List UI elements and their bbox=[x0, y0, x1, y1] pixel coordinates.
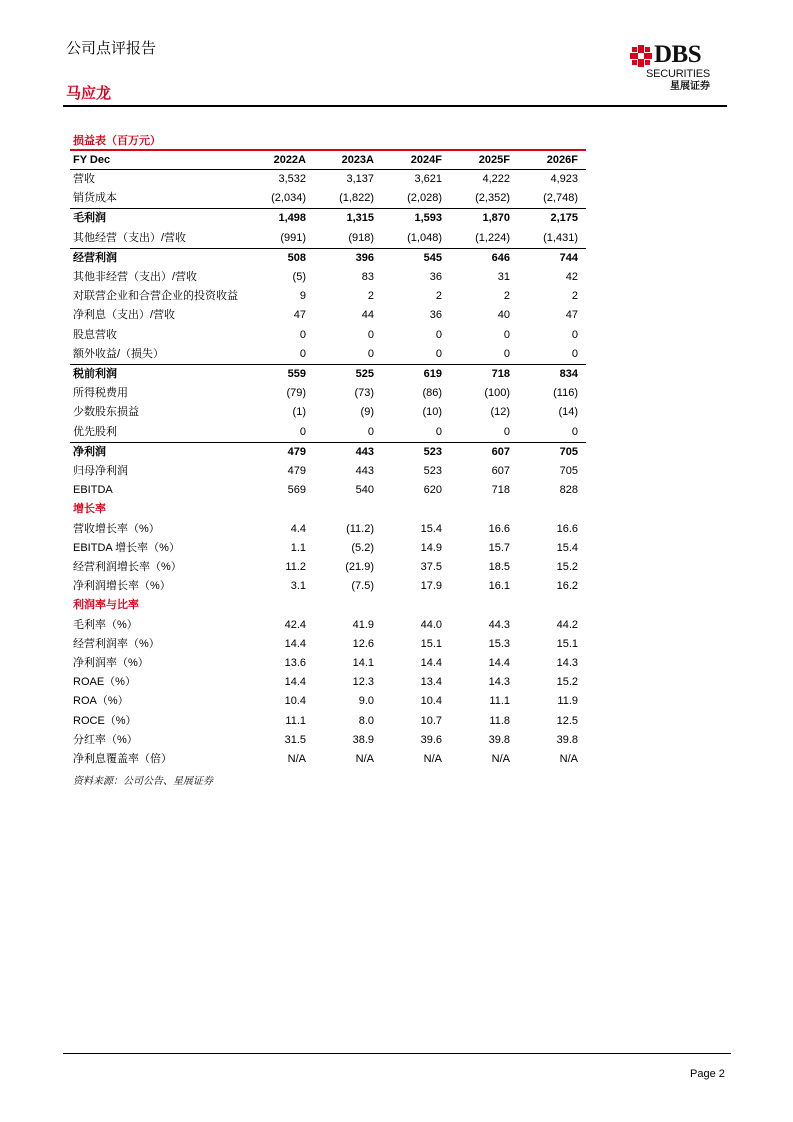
cell-value: 38.9 bbox=[352, 733, 374, 746]
cell-value: (918) bbox=[348, 231, 374, 244]
cell-value: 12.5 bbox=[556, 714, 578, 727]
cell-value: 39.8 bbox=[556, 733, 578, 746]
cell-value: 14.4 bbox=[420, 657, 442, 670]
cell-value: (2,028) bbox=[407, 192, 442, 205]
cell-value bbox=[246, 596, 314, 615]
cell-value: 42 bbox=[565, 271, 578, 284]
cell-value: (2,034) bbox=[271, 192, 306, 205]
table-row bbox=[70, 442, 586, 462]
table-row bbox=[70, 384, 586, 403]
row-label: 销货成本 bbox=[73, 192, 117, 205]
row-label: 经营利润率（%） bbox=[73, 637, 160, 650]
cell-value: 0 bbox=[503, 425, 510, 438]
cell-value: 443 bbox=[355, 465, 374, 478]
company-name: 马应龙 bbox=[66, 85, 112, 102]
cell-value: 0 bbox=[435, 425, 442, 438]
table-row bbox=[70, 481, 586, 500]
cell-value: 523 bbox=[382, 442, 450, 462]
row-label: 少数股东损益 bbox=[73, 406, 139, 419]
table-row bbox=[70, 673, 586, 692]
cell-value: 10.4 bbox=[284, 695, 306, 708]
cell-value: 545 bbox=[382, 248, 450, 268]
cell-value: 14.4 bbox=[284, 637, 306, 650]
cell-value: 15.2 bbox=[556, 676, 578, 689]
cell-value: 36 bbox=[429, 309, 442, 322]
row-label: 其他经营（支出）/营收 bbox=[73, 231, 187, 244]
cell-value: 14.4 bbox=[284, 676, 306, 689]
cell-value: 44.2 bbox=[556, 618, 578, 631]
cell-value: 15.4 bbox=[556, 541, 578, 554]
cell-value: (1,224) bbox=[475, 231, 510, 244]
row-label: 毛利润 bbox=[70, 209, 246, 229]
table-row bbox=[70, 423, 586, 443]
cell-value: 37.5 bbox=[420, 561, 442, 574]
cell-value: 620 bbox=[423, 484, 442, 497]
row-label: 经营利润增长率（%） bbox=[73, 561, 182, 574]
cell-value: (14) bbox=[558, 406, 578, 419]
cell-value: 4.4 bbox=[290, 522, 306, 535]
cell-value: 41.9 bbox=[352, 618, 374, 631]
cell-value: 14.3 bbox=[556, 657, 578, 670]
table-header-row bbox=[70, 151, 586, 170]
cell-value: 828 bbox=[559, 484, 578, 497]
table-row bbox=[70, 306, 586, 325]
cell-value: 443 bbox=[314, 442, 382, 462]
cell-value: 3.1 bbox=[290, 580, 306, 593]
cell-value: 31.5 bbox=[284, 733, 306, 746]
cell-value: (2,352) bbox=[475, 192, 510, 205]
cell-value bbox=[314, 500, 382, 519]
row-label: EBITDA 增长率（%） bbox=[73, 541, 180, 554]
cell-value bbox=[450, 500, 518, 519]
cell-value: 0 bbox=[503, 347, 510, 360]
table-row bbox=[70, 248, 586, 268]
cell-value: 2 bbox=[503, 290, 510, 303]
row-label: 营收 bbox=[73, 173, 95, 185]
cell-value: 11.2 bbox=[285, 561, 306, 574]
cell-value: 47 bbox=[293, 309, 306, 322]
table-row bbox=[70, 539, 586, 558]
cell-value: 36 bbox=[429, 271, 442, 284]
cell-value: 1,498 bbox=[246, 209, 314, 229]
cell-value: (21.9) bbox=[345, 561, 374, 574]
column-header: 2022A bbox=[246, 151, 314, 170]
table-row bbox=[70, 462, 586, 481]
cell-value: 508 bbox=[246, 248, 314, 268]
cell-value: 0 bbox=[299, 425, 306, 438]
cell-value: 1,593 bbox=[382, 209, 450, 229]
cell-value: 607 bbox=[450, 442, 518, 462]
cell-value: (7.5) bbox=[351, 580, 374, 593]
cell-value: 9 bbox=[299, 290, 306, 303]
row-label: 利润率与比率 bbox=[73, 599, 139, 612]
cell-value: 4,923 bbox=[550, 173, 578, 185]
cell-value: 39.8 bbox=[488, 733, 510, 746]
row-label: EBITDA bbox=[73, 484, 113, 497]
cell-value: 479 bbox=[246, 442, 314, 462]
cell-value: 0 bbox=[571, 347, 578, 360]
cell-value: 14.9 bbox=[420, 541, 442, 554]
cell-value: 11.1 bbox=[285, 714, 306, 727]
cell-value: 83 bbox=[361, 271, 374, 284]
cell-value: 0 bbox=[435, 347, 442, 360]
table-row bbox=[70, 750, 586, 769]
cell-value: N/A bbox=[423, 753, 442, 766]
row-label: 分红率（%） bbox=[73, 733, 138, 746]
cell-value: 2,175 bbox=[518, 209, 586, 229]
row-label: 对联营企业和合营企业的投资收益 bbox=[73, 290, 238, 303]
column-header: 2023A bbox=[314, 151, 382, 170]
cell-value: 396 bbox=[314, 248, 382, 268]
source-note: 资料来源：公司公告、星展证券 bbox=[73, 776, 213, 788]
cell-value: 2 bbox=[367, 290, 374, 303]
cell-value: 18.5 bbox=[488, 561, 510, 574]
row-label: 毛利率（%） bbox=[73, 618, 138, 631]
cell-value: 47 bbox=[565, 309, 578, 322]
cell-value: 16.2 bbox=[556, 580, 578, 593]
cell-value: 2 bbox=[571, 290, 578, 303]
column-header: 2025F bbox=[450, 151, 518, 170]
cell-value: 718 bbox=[491, 484, 510, 497]
cell-value: 1,315 bbox=[314, 209, 382, 229]
cell-value: 646 bbox=[450, 248, 518, 268]
cell-value: 479 bbox=[287, 465, 306, 478]
cell-value: 0 bbox=[571, 425, 578, 438]
income-statement bbox=[70, 133, 586, 787]
table-row bbox=[70, 229, 586, 249]
cell-value bbox=[382, 596, 450, 615]
cell-value: 3,621 bbox=[414, 173, 442, 185]
cell-value: 15.4 bbox=[420, 522, 442, 535]
cell-value: 11.1 bbox=[489, 695, 510, 708]
cell-value: 16.1 bbox=[488, 580, 510, 593]
cell-value: N/A bbox=[491, 753, 510, 766]
cell-value: 17.9 bbox=[420, 580, 442, 593]
cell-value: 44 bbox=[361, 309, 374, 322]
row-label: 归母净利润 bbox=[73, 465, 128, 478]
cell-value: 1,870 bbox=[450, 209, 518, 229]
table-title: 损益表（百万元） bbox=[73, 135, 161, 147]
cell-value bbox=[382, 500, 450, 519]
row-label: 营收增长率（%） bbox=[73, 522, 160, 535]
cell-value: 31 bbox=[497, 271, 510, 284]
cell-value: 11.8 bbox=[489, 714, 510, 727]
table-row bbox=[70, 326, 586, 345]
cell-value: (1,822) bbox=[339, 192, 374, 205]
dbs-logo bbox=[628, 42, 712, 94]
cell-value: (5) bbox=[292, 271, 306, 284]
cell-value: (100) bbox=[484, 387, 510, 400]
row-label: 净利息（支出）/营收 bbox=[73, 309, 176, 322]
table-row bbox=[70, 616, 586, 635]
cell-value: 10.7 bbox=[420, 714, 442, 727]
cell-value bbox=[246, 500, 314, 519]
cell-value: 523 bbox=[423, 465, 442, 478]
table-row bbox=[70, 268, 586, 287]
cell-value: N/A bbox=[355, 753, 374, 766]
cell-value: 0 bbox=[299, 328, 306, 341]
row-label: 税前利润 bbox=[70, 365, 246, 385]
logo-securities: SECURITIES bbox=[645, 68, 710, 80]
cell-value: (10) bbox=[422, 406, 442, 419]
cell-value bbox=[314, 596, 382, 615]
cell-value: 10.4 bbox=[420, 695, 442, 708]
table-row bbox=[70, 635, 586, 654]
cell-value: 15.1 bbox=[420, 637, 442, 650]
table-row bbox=[70, 577, 586, 596]
cell-value: 0 bbox=[503, 328, 510, 341]
cell-value: N/A bbox=[287, 753, 306, 766]
report-type: 公司点评报告 bbox=[66, 40, 157, 57]
section-header-row bbox=[70, 596, 586, 615]
cell-value: 42.4 bbox=[284, 618, 306, 631]
table-row bbox=[70, 209, 586, 229]
cell-value: 559 bbox=[246, 365, 314, 385]
table-row bbox=[70, 558, 586, 577]
cell-value: (9) bbox=[360, 406, 374, 419]
cell-value: 14.1 bbox=[352, 657, 374, 670]
table-row bbox=[70, 403, 586, 422]
cell-value bbox=[518, 596, 586, 615]
cell-value: 16.6 bbox=[556, 522, 578, 535]
cell-value: 1.1 bbox=[290, 541, 306, 554]
cell-value: 619 bbox=[382, 365, 450, 385]
cell-value: 0 bbox=[367, 347, 374, 360]
cell-value: (86) bbox=[422, 387, 442, 400]
income-table bbox=[70, 151, 586, 769]
cell-value: (116) bbox=[553, 387, 578, 400]
column-header: FY Dec bbox=[70, 151, 246, 170]
cell-value: 39.6 bbox=[420, 733, 442, 746]
row-label: 净利润增长率（%） bbox=[73, 580, 171, 593]
cell-value: 718 bbox=[450, 365, 518, 385]
cell-value: 13.4 bbox=[420, 676, 442, 689]
cell-value: (2,748) bbox=[543, 192, 578, 205]
cell-value: 12.6 bbox=[352, 637, 374, 650]
cell-value: 11.9 bbox=[557, 695, 578, 708]
table-row bbox=[70, 654, 586, 673]
table-row bbox=[70, 365, 586, 385]
cell-value: (11.2) bbox=[346, 522, 374, 535]
logo-mark-text: DBS bbox=[654, 41, 702, 68]
row-label: ROAE（%） bbox=[73, 676, 136, 689]
cell-value: 540 bbox=[355, 484, 374, 497]
column-header: 2026F bbox=[518, 151, 586, 170]
cell-value: 16.6 bbox=[488, 522, 510, 535]
cell-value: 14.3 bbox=[488, 676, 510, 689]
row-label: 优先股利 bbox=[73, 425, 117, 438]
cell-value: 705 bbox=[559, 465, 578, 478]
cell-value: (991) bbox=[280, 231, 306, 244]
cell-value: 2 bbox=[435, 290, 442, 303]
cell-value: (1,048) bbox=[407, 231, 442, 244]
cell-value: 15.2 bbox=[556, 561, 578, 574]
cell-value: 9.0 bbox=[358, 695, 374, 708]
row-label: 净利息覆盖率（倍） bbox=[73, 753, 172, 766]
table-row bbox=[70, 189, 586, 209]
section-header-row bbox=[70, 500, 586, 519]
cell-value: 15.7 bbox=[488, 541, 510, 554]
table-row bbox=[70, 287, 586, 306]
cell-value: 0 bbox=[571, 328, 578, 341]
cell-value: 44.0 bbox=[420, 618, 442, 631]
cell-value: N/A bbox=[559, 753, 578, 766]
row-label: 额外收益/（损失） bbox=[73, 347, 165, 360]
cell-value: 744 bbox=[518, 248, 586, 268]
header-divider bbox=[63, 105, 727, 107]
row-label: 其他非经营（支出）/营收 bbox=[73, 271, 198, 284]
table-row bbox=[70, 520, 586, 539]
row-label: ROCE（%） bbox=[73, 714, 137, 727]
cell-value: 3,532 bbox=[278, 173, 306, 185]
table-row bbox=[70, 692, 586, 711]
logo-chinese-name: 星展证券 bbox=[670, 81, 710, 92]
cell-value: 569 bbox=[287, 484, 306, 497]
cell-value: 13.6 bbox=[284, 657, 306, 670]
table-row bbox=[70, 345, 586, 365]
table-row bbox=[70, 712, 586, 731]
cell-value: 705 bbox=[518, 442, 586, 462]
cell-value: (79) bbox=[286, 387, 306, 400]
cell-value: 0 bbox=[299, 347, 306, 360]
cell-value: 834 bbox=[518, 365, 586, 385]
cell-value: (5.2) bbox=[351, 541, 374, 554]
cell-value: (73) bbox=[354, 387, 374, 400]
row-label: 所得税费用 bbox=[73, 387, 128, 400]
cell-value: 525 bbox=[314, 365, 382, 385]
page-number: Page 2 bbox=[690, 1068, 725, 1080]
row-label: 增长率 bbox=[73, 503, 106, 516]
footer-divider bbox=[63, 1053, 731, 1054]
column-header: 2024F bbox=[382, 151, 450, 170]
cell-value: 0 bbox=[435, 328, 442, 341]
cell-value: 0 bbox=[367, 328, 374, 341]
cell-value: 40 bbox=[497, 309, 510, 322]
row-label: ROA（%） bbox=[73, 695, 129, 708]
row-label: 净利润 bbox=[70, 442, 246, 462]
row-label: 股息营收 bbox=[73, 328, 117, 341]
cell-value: 4,222 bbox=[482, 173, 510, 185]
cell-value: 44.3 bbox=[488, 618, 510, 631]
cell-value: 14.4 bbox=[488, 657, 510, 670]
cell-value: 15.3 bbox=[488, 637, 510, 650]
table-row bbox=[70, 731, 586, 750]
table-row bbox=[70, 170, 586, 190]
cell-value bbox=[450, 596, 518, 615]
cell-value: 15.1 bbox=[556, 637, 578, 650]
row-label: 净利润率（%） bbox=[73, 657, 149, 670]
cell-value: 8.0 bbox=[358, 714, 374, 727]
row-label: 经营利润 bbox=[70, 248, 246, 268]
dbs-star-icon bbox=[630, 45, 652, 67]
cell-value: (12) bbox=[490, 406, 510, 419]
cell-value bbox=[518, 500, 586, 519]
cell-value: 12.3 bbox=[352, 676, 374, 689]
cell-value: 0 bbox=[367, 425, 374, 438]
cell-value: (1) bbox=[292, 406, 306, 419]
cell-value: 3,137 bbox=[346, 173, 374, 185]
cell-value: 607 bbox=[491, 465, 510, 478]
cell-value: (1,431) bbox=[543, 231, 578, 244]
